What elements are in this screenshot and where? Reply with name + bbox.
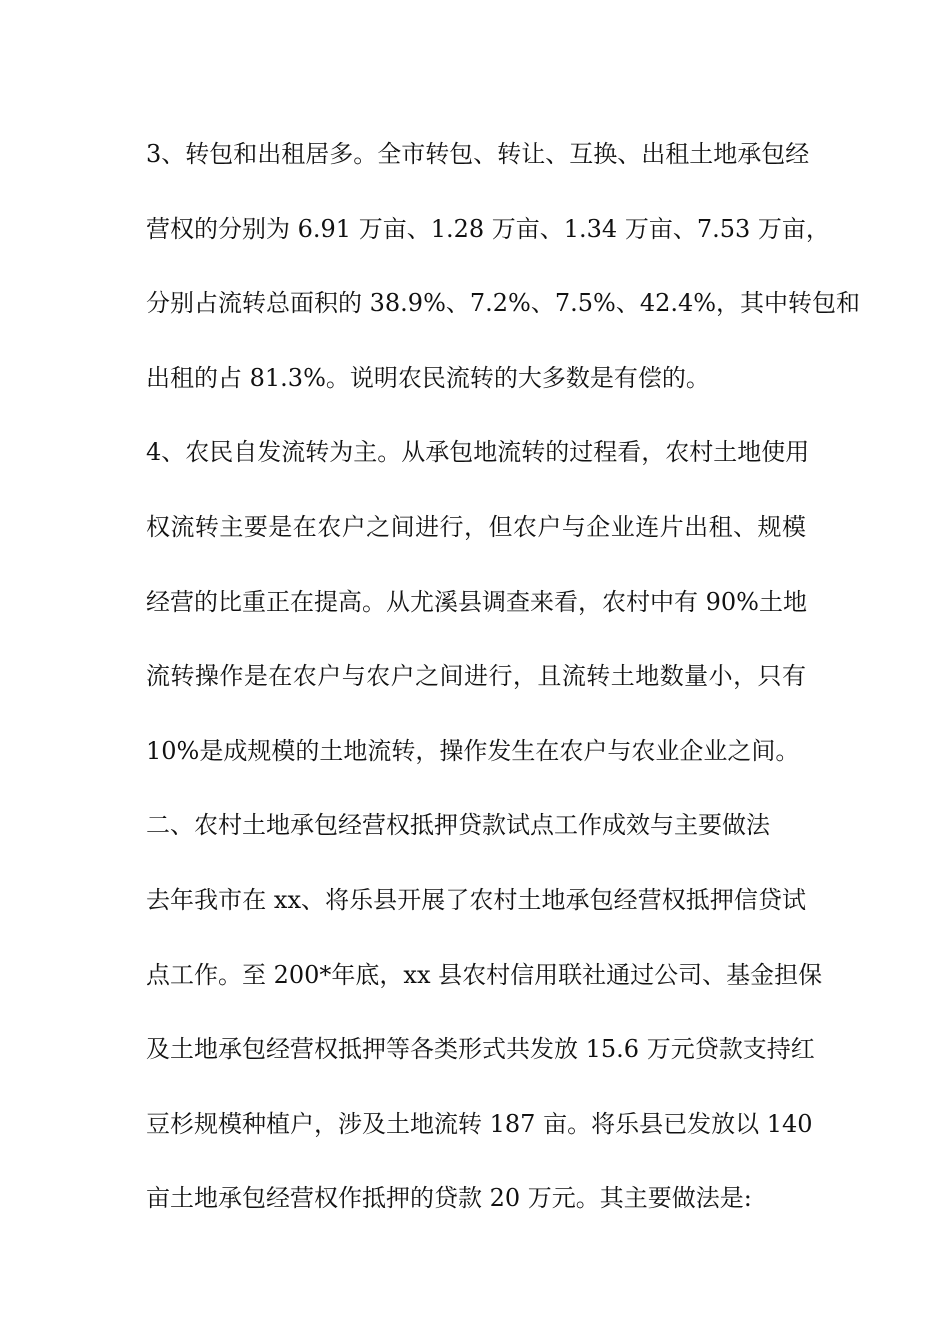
text-line: 亩土地承包经营权作抵押的贷款 20 万元。其主要做法是: (146, 1184, 752, 1213)
text-line: 分别占流转总面积的 38.9%、7.2%、7.5%、42.4%，其中转包和 (146, 289, 861, 318)
text-line: 经营的比重正在提高。从尤溪县调查来看，农村中有 90%土地 (146, 587, 807, 616)
text-line: 流转操作是在农户与农户之间进行，且流转土地数量小，只有 (146, 662, 806, 691)
text-line: 出租的占 81.3%。说明农民流转的大多数是有偿的。 (146, 363, 710, 392)
text-line: 点工作。至 200*年底，xx 县农村信用联社通过公司、基金担保 (146, 960, 823, 989)
text-line: 3、转包和出租居多。全市转包、转让、互换、出租土地承包经 (146, 140, 810, 168)
text-line: 10%是成规模的土地流转，操作发生在农户与农业企业之间。 (146, 736, 800, 765)
text-line: 及土地承包经营权抵押等各类形式共发放 15.6 万元贷款支持红 (146, 1035, 815, 1064)
text-line: 权流转主要是在农户之间进行，但农户与企业连片出租、规模 (146, 512, 806, 541)
text-line: 营权的分别为 6.91 万亩、1.28 万亩、1.34 万亩、7.53 万亩， (146, 214, 830, 243)
section-heading: 二、农村土地承包经营权抵押贷款试点工作成效与主要做法 (146, 811, 770, 840)
text-line: 4、农民自发流转为主。从承包地流转的过程看，农村土地使用 (146, 438, 810, 467)
text-line: 去年我市在 xx、将乐县开展了农村土地承包经营权抵押信贷试 (146, 885, 806, 914)
text-line: 豆杉规模种植户，涉及土地流转 187 亩。将乐县已发放以 140 (146, 1109, 813, 1138)
document-body (146, 126, 861, 1245)
